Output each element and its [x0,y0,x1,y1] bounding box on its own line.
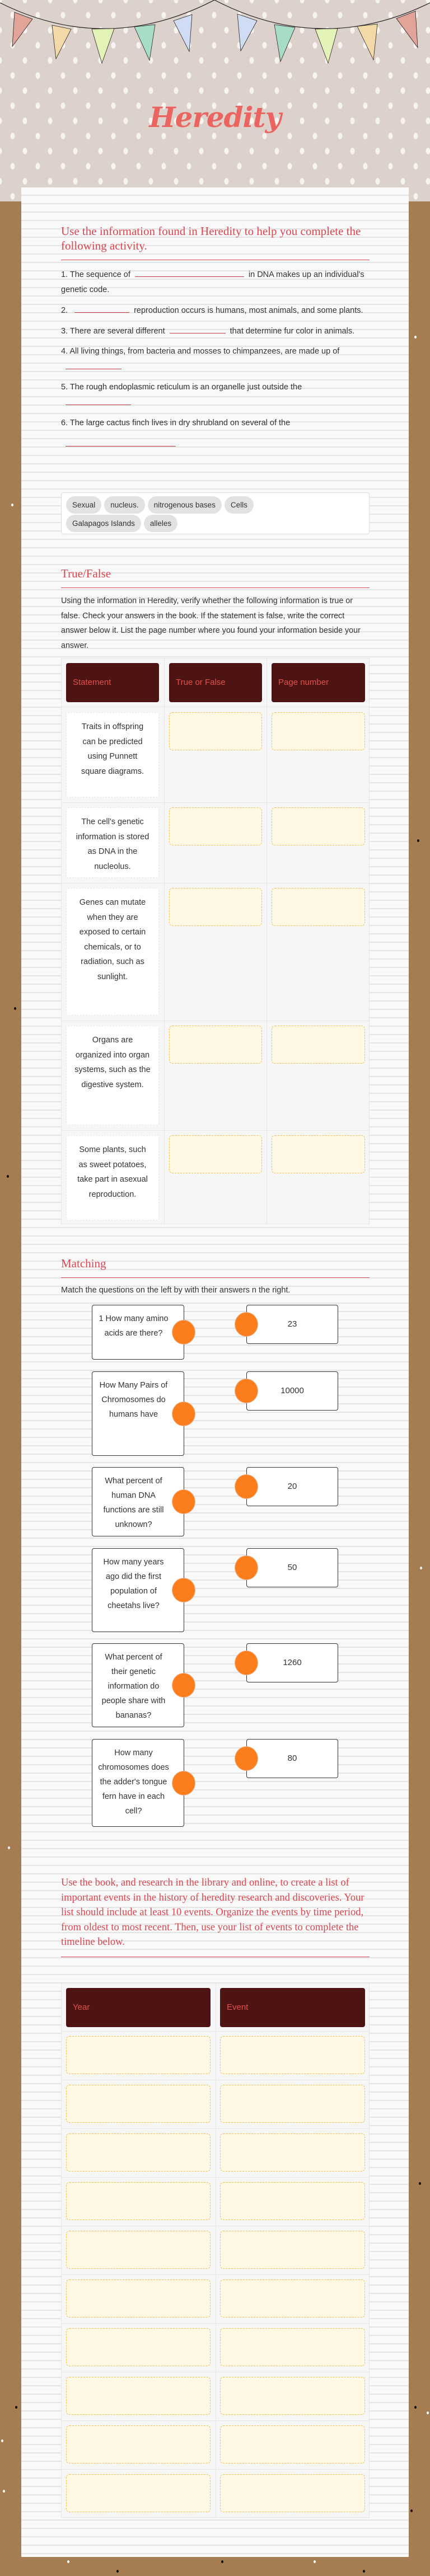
year-drop-zone[interactable] [66,2036,211,2074]
row-divider [62,2031,369,2032]
word-chip[interactable]: Sexual [66,496,101,514]
event-drop-zone[interactable] [220,2085,365,2123]
fill-in-heading: Use the information found in Heredity to help you complete the following activity. [61,224,370,260]
speckle-decoration [14,1007,16,1010]
speckle-decoration [410,2509,413,2512]
true-false-drop-zone[interactable] [169,712,262,750]
matching-question: How many chromosomes does the adder's tongue fern have in each cell? [92,1739,184,1827]
event-drop-zone[interactable] [220,2133,365,2171]
event-drop-zone[interactable] [220,2231,365,2269]
word-chip[interactable]: Galapagos Islands [66,515,141,532]
speckle-decoration [414,336,417,339]
speckle-decoration [420,1567,422,1569]
timeline-section [61,1875,370,1957]
answer-blank[interactable] [66,395,131,405]
answer-connector-dot[interactable] [235,1312,258,1337]
speckle-decoration [67,2560,69,2563]
speckle-decoration [419,2182,421,2185]
matching-answer: 80 [246,1739,338,1778]
fill-in-section [61,224,370,457]
true-false-drop-zone[interactable] [169,807,262,845]
speckle-decoration [414,2406,417,2409]
event-drop-zone[interactable] [220,2474,365,2512]
matching-heading: Matching [61,1256,370,1278]
question-connector-dot[interactable] [172,1489,195,1514]
statement-card[interactable]: Organs are organized into organ systems, such as the digestive system. [66,1026,159,1125]
matching-question: How Many Pairs of Chromosomes do humans have [92,1371,184,1456]
year-drop-zone[interactable] [66,2474,211,2512]
word-chip[interactable]: Cells [225,496,254,514]
event-drop-zone[interactable] [220,2182,365,2220]
answer-connector-dot[interactable] [235,1474,258,1499]
fill-in-item: 2. reproduction occurs is humans, most animals, and some plants. [61,303,370,318]
word-chip[interactable]: nitrogenous bases [148,496,222,514]
column-header-year: Year [66,1988,211,2027]
timeline-table [61,1983,370,2518]
event-drop-zone[interactable] [220,2279,365,2318]
fill-in-item: 5. The rough endoplasmic reticulum is an organelle just outside the [61,380,370,411]
true-false-drop-zone[interactable] [169,888,262,926]
fill-in-item: 4. All living things, from bacteria and mosses to chimpanzees, are made up of [61,344,370,375]
speckle-decoration [11,504,13,506]
word-bank [61,492,370,534]
speckle-decoration [7,1175,9,1178]
event-drop-zone[interactable] [220,2328,365,2366]
answer-blank[interactable] [66,436,176,446]
row-divider [62,2469,369,2470]
answer-blank[interactable] [170,323,226,333]
true-false-instructions: Using the information in Heredity, verify whether the following information is true or false. Check your answers in the book. If the statement is false, write the correct answer below it. List the page number where you found your information beside your answer. [61,596,361,650]
matching-section [61,1256,370,1298]
fill-in-item: 3. There are several different that determine fur color in animals. [61,323,370,339]
page-number-drop-zone[interactable] [272,712,365,750]
column-header-event: Event [220,1988,365,2027]
row-divider [62,2323,369,2324]
column-header-statement: Statement [66,663,159,702]
event-drop-zone[interactable] [220,2377,365,2415]
matching-answer: 1260 [246,1643,338,1682]
row-divider [62,2128,369,2129]
page-title: Heredity [149,101,281,134]
fill-in-item: 6. The large cactus finch lives in dry shrubland on several of the [61,416,370,452]
year-drop-zone[interactable] [66,2425,211,2464]
matching-question: 1 How many amino acids are there? [92,1305,184,1360]
statement-card[interactable]: Traits in offspring can be predicted using Punnett square diagrams. [66,712,159,797]
matching-answer: 20 [246,1467,338,1506]
speckle-decoration [1,2439,3,2442]
statement-card[interactable]: Genes can mutate when they are exposed to certain chemicals, or to radiation, such as sunlight. [66,888,159,1016]
speckle-decoration [363,2570,365,2573]
page-number-drop-zone[interactable] [272,1026,365,1064]
matching-question: How many years ago did the first population of cheetahs live? [92,1548,184,1632]
answer-connector-dot[interactable] [235,1555,258,1580]
event-drop-zone[interactable] [220,2425,365,2464]
event-drop-zone[interactable] [220,2036,365,2074]
year-drop-zone[interactable] [66,2133,211,2171]
matching-answer: 50 [246,1548,338,1587]
question-connector-dot[interactable] [172,1771,195,1795]
true-false-section [61,566,370,653]
speckle-decoration [8,1846,10,1849]
true-false-drop-zone[interactable] [169,1135,262,1173]
word-chip[interactable]: nucleus. [104,496,144,514]
matching-question: What percent of human DNA functions are still unknown? [92,1467,184,1536]
answer-blank[interactable] [66,359,121,369]
speckle-decoration [417,839,419,842]
year-drop-zone[interactable] [66,2279,211,2318]
timeline-heading: Use the book, and research in the library and online, to create a list of important events in the history of heredity research and discoveries. Your list should include at least 10 events. Organize the events by time period, from oldest to most recent. Then, use your list of events to complete the timeline below. [61,1875,370,1957]
answer-connector-dot[interactable] [235,1651,258,1675]
question-connector-dot[interactable] [172,1402,195,1426]
question-connector-dot[interactable] [172,1578,195,1602]
statement-card[interactable]: Some plants, such as sweet potatoes, take part in asexual reproduction. [66,1135,159,1220]
page-number-drop-zone[interactable] [272,807,365,845]
row-divider [62,2420,369,2421]
answer-blank[interactable] [74,303,129,313]
year-drop-zone[interactable] [66,2182,211,2220]
year-drop-zone[interactable] [66,2085,211,2123]
speckle-decoration [221,2560,223,2563]
year-drop-zone[interactable] [66,2231,211,2269]
row-divider [62,2177,369,2178]
speckle-decoration [116,2570,119,2573]
statement-card[interactable]: The cell's genetic information is stored as DNA in the nucleolus. [66,807,159,878]
answer-blank[interactable] [135,267,244,277]
year-drop-zone[interactable] [66,2328,211,2366]
column-header-page-number: Page number [272,663,365,702]
matching-answer: 10000 [246,1371,338,1411]
true-false-heading: True/False [61,566,370,588]
year-drop-zone[interactable] [66,2377,211,2415]
fill-in-item: 1. The sequence of in DNA makes up an individual's genetic code. [61,267,370,298]
answer-connector-dot[interactable] [235,1379,258,1403]
bunting-decoration [0,0,430,101]
speckle-decoration [314,2560,316,2563]
matching-question: What percent of their genetic information do people share with bananas? [92,1643,184,1727]
speckle-decoration [427,2412,429,2414]
true-false-table [61,658,370,1224]
speckle-decoration [3,2490,5,2493]
page-number-drop-zone[interactable] [272,888,365,926]
matching-instructions: Match the questions on the left by with their answers n the right. [61,1286,291,1295]
page-number-drop-zone[interactable] [272,1135,365,1173]
row-divider [62,2274,369,2275]
matching-answer: 23 [246,1305,338,1344]
true-false-drop-zone[interactable] [169,1026,262,1064]
question-connector-dot[interactable] [172,1673,195,1698]
answer-connector-dot[interactable] [235,1746,258,1771]
column-header-true-or-false: True or False [169,663,262,702]
question-connector-dot[interactable] [172,1320,195,1345]
speckle-decoration [15,2406,17,2409]
word-chip[interactable]: alleles [144,515,177,532]
